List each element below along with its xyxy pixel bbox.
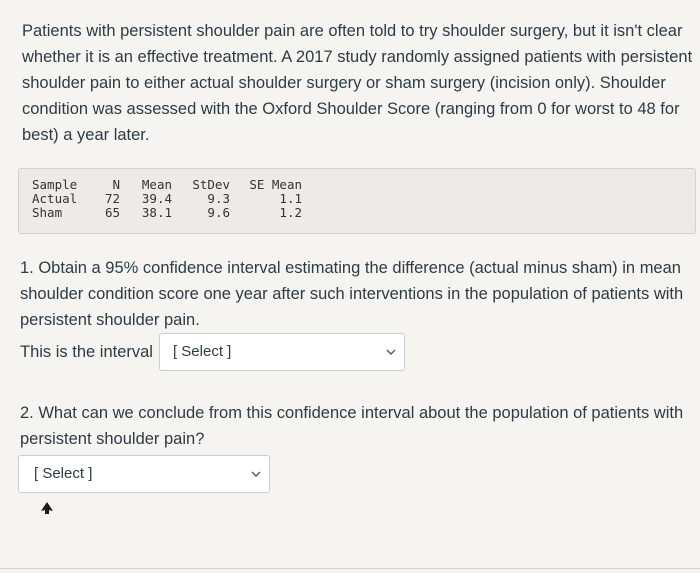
table-cell: Sham [32,205,63,220]
table-cell: 39.4 [141,191,172,206]
table-cell: 72 [104,191,120,206]
table-cell: 9.3 [207,191,230,206]
question-2-text: 2. What can we conclude from this confidence interval about the population of patients with persistent shoulder pain? [20,404,684,448]
chevron-down-icon [251,470,261,478]
table-header-row [32,178,302,192]
interval-label: This is the interval [20,343,153,361]
table-cell: 38.1 [141,205,172,220]
interval-answer-row [20,332,405,372]
column-header: Sample [32,177,78,192]
column-header: StDev [192,177,230,192]
column-header: SE Mean [249,177,302,192]
question-1-text: 1. Obtain a 95% confidence interval estimating the difference (actual minus sham) in mean shoulder condition score one year after such interventions in the population of patients with persistent shoulder pain. [20,259,684,329]
statistics-output-box [18,168,696,234]
mouse-pointer-icon [40,501,54,519]
question-intro: Patients with persistent shoulder pain are often told to try shoulder surgery, but it isn't clear whether it is an effective treatment. A 2017 study randomly assigned patients with persistent shoulder pain to either actual shoulder surgery or sham surgery (incision only). Shoulder condition was assessed with the Oxford Shoulder Score (ranging from 0 for worst to 48 for best) a year later. [22,22,693,144]
table-cell: 9.6 [207,205,230,220]
table-row [32,192,302,206]
table-cell: 1.1 [279,191,302,206]
interval-select-dropdown[interactable] [159,333,405,371]
two-sample-summary-table [32,178,302,220]
table-cell: 65 [104,205,120,220]
column-header: Mean [141,177,172,192]
table-row [32,206,302,220]
conclusion-select-dropdown[interactable] [18,455,270,493]
select-value: [ Select ] [34,465,93,482]
select-value: [ Select ] [172,343,232,360]
column-header: N [112,177,120,192]
divider [0,568,700,569]
chevron-down-icon [386,348,396,356]
table-cell: 1.2 [279,205,302,220]
table-cell: Actual [32,191,78,206]
